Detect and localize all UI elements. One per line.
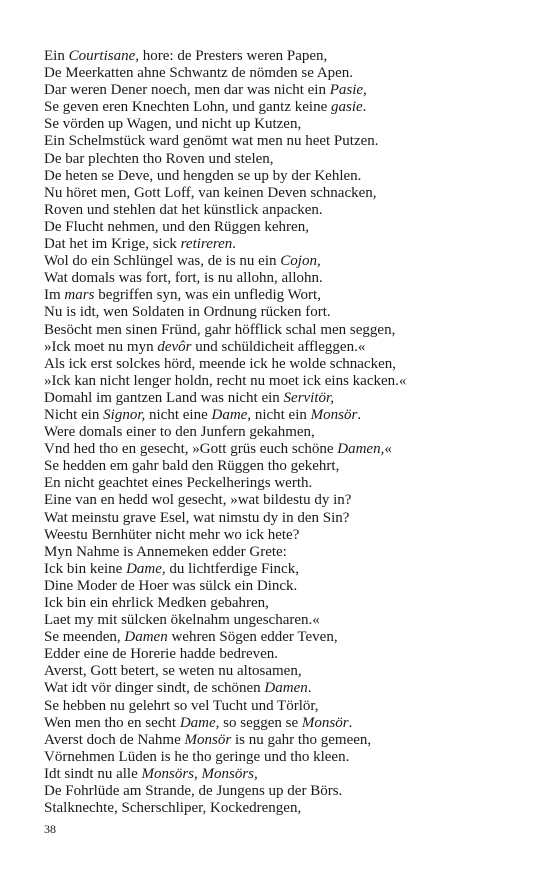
italic-word: Damen, xyxy=(337,441,385,458)
verse-line xyxy=(44,185,514,202)
verse-text: nicht ein xyxy=(251,406,311,423)
verse-text: Ein xyxy=(44,48,69,64)
verse-text: und schüldicheit affleggen.« xyxy=(191,338,366,355)
verse-line xyxy=(44,151,514,168)
verse-text: Dar weren Dener noech, men dar was nicht ein xyxy=(44,82,330,99)
italic-word: mars xyxy=(64,287,95,304)
italic-word: Damen xyxy=(124,629,168,646)
verse-line xyxy=(44,766,514,783)
verse-line xyxy=(44,800,514,817)
verse-text: . xyxy=(307,680,312,697)
verse-text: Besöcht men sinen Fründ, gahr höfflick schal men seggen, xyxy=(44,321,396,338)
verse-line xyxy=(44,475,514,492)
verse-line xyxy=(44,698,514,715)
italic-word: Cojon, xyxy=(280,253,321,270)
verse-text: Se vörden up Wagen, und nicht up Kutzen, xyxy=(44,116,302,133)
italic-word: Dame, xyxy=(211,406,252,423)
verse-line xyxy=(44,544,514,561)
verse-line xyxy=(44,168,514,185)
verse-text: »Ick kan nicht lenger holdn, recht nu moet ick eins kacken.« xyxy=(44,372,407,389)
verse-line xyxy=(44,612,514,629)
verse-text: hore: de Presters weren Papen, xyxy=(139,48,328,64)
verse-text: is nu gahr tho gemeen, xyxy=(231,731,372,748)
verse-text: Se meenden, xyxy=(44,629,125,646)
italic-word: Pasie, xyxy=(329,82,367,99)
verse-line xyxy=(44,715,514,732)
verse-text: Averst doch de Nahme xyxy=(44,731,185,748)
verse-text: Dat het im Krige, sick xyxy=(44,236,181,253)
verse-text: begriffen syn, was ein unfledig Wort, xyxy=(94,287,321,304)
verse-line xyxy=(44,304,514,321)
verse-line xyxy=(44,219,514,236)
italic-word: Signor, xyxy=(103,406,146,423)
italic-word: Monsör xyxy=(310,406,358,423)
verse-line xyxy=(44,424,514,441)
verse-line xyxy=(44,287,514,304)
verse-text: Wen men tho en secht xyxy=(44,714,180,731)
verse-text: Nicht ein xyxy=(44,406,104,423)
verse-line xyxy=(44,356,514,373)
verse-text: De Meerkatten ahne Schwantz de nömden se Apen. xyxy=(44,65,354,82)
verse-text: Im xyxy=(44,287,65,304)
verse-text: Dine Moder de Hoer was sülck ein Dinck. xyxy=(44,577,298,594)
italic-word: Damen xyxy=(264,680,308,697)
verse-line xyxy=(44,646,514,663)
verse-line xyxy=(44,595,514,612)
verse-line xyxy=(44,339,514,356)
verse-text: Were domals einer to den Junfern gekahmen, xyxy=(44,424,315,441)
verse-line xyxy=(44,441,514,458)
verse-text: Se hedden em gahr bald den Rüggen tho gekehrt, xyxy=(44,458,340,475)
verse-text: Weestu Bernhüter nicht mehr wo ick hete? xyxy=(44,526,300,543)
verse-line xyxy=(44,407,514,424)
verse-text: Edder eine de Horerie hadde bedreven. xyxy=(44,646,279,663)
italic-word: Monsörs, Monsörs, xyxy=(141,765,258,782)
verse-text: Vörnehmen Lüden is he tho geringe und tho kleen. xyxy=(44,748,350,765)
verse-text: Ick bin keine xyxy=(44,560,127,577)
verse-line xyxy=(44,373,514,390)
verse-text: »Ick moet nu myn xyxy=(44,338,158,355)
verse-text: De Fohrlüde am Strande, de Jungens up der Börs. xyxy=(44,783,343,800)
verse-text: nicht eine xyxy=(145,406,212,423)
verse-text: so seggen se xyxy=(219,714,302,731)
verse-line xyxy=(44,253,514,270)
italic-word: Dame, xyxy=(179,714,220,731)
verse-text: Stalknechte, Scherschliper, Kockedrengen, xyxy=(44,800,302,817)
verse-line xyxy=(44,82,514,99)
verse-line xyxy=(44,783,514,800)
verse-text: Laet my mit sülcken ökelnahm ungescharen.« xyxy=(44,612,320,629)
verse-text: . xyxy=(348,714,353,731)
verse-line xyxy=(44,133,514,150)
verse-text: Wol do ein Schlüngel was, de is nu ein xyxy=(44,253,281,270)
italic-word: retireren xyxy=(180,236,233,253)
poem-text xyxy=(44,48,514,817)
verse-text: Wat idt vör dinger sindt, de schönen xyxy=(44,680,265,697)
verse-text: Se hebben nu gelehrt so vel Tucht und Törlör, xyxy=(44,697,319,714)
verse-text: . xyxy=(232,236,237,253)
verse-text: wehren Sögen edder Teven, xyxy=(167,629,338,646)
verse-line xyxy=(44,510,514,527)
verse-line xyxy=(44,527,514,544)
verse-text: « xyxy=(384,441,392,458)
verse-text: Wat domals was fort, fort, is nu allohn, allohn. xyxy=(44,270,323,287)
verse-line xyxy=(44,116,514,133)
verse-text: Domahl im gantzen Land was nicht ein xyxy=(44,389,284,406)
verse-line xyxy=(44,732,514,749)
verse-text: . xyxy=(357,406,362,423)
verse-text: Ein Schelmstück ward genömt wat men nu heet Putzen. xyxy=(44,133,379,150)
verse-line xyxy=(44,578,514,595)
verse-line xyxy=(44,236,514,253)
verse-text: Wat meinstu grave Esel, wat nimstu dy in den Sin? xyxy=(44,509,350,526)
italic-word: Courtisane, xyxy=(68,48,140,64)
verse-text: De Flucht nehmen, und den Rüggen kehren, xyxy=(44,218,309,235)
verse-line xyxy=(44,390,514,407)
verse-line xyxy=(44,270,514,287)
italic-word: Monsör xyxy=(184,731,232,748)
verse-text: Idt sindt nu alle xyxy=(44,765,142,782)
verse-line xyxy=(44,322,514,339)
verse-text: Nu is idt, wen Soldaten in Ordnung rücken fort. xyxy=(44,304,331,321)
italic-word: gasie xyxy=(330,99,363,116)
verse-line xyxy=(44,458,514,475)
italic-word: Servitör, xyxy=(283,389,334,406)
italic-word: devôr xyxy=(157,338,192,355)
verse-text: De heten se Deve, und hengden se up by der Kehlen. xyxy=(44,167,362,184)
verse-text: Als ick erst solckes hörd, meende ick he wolde schnacken, xyxy=(44,355,396,372)
verse-text: Ick bin ein ehrlick Medken gebahren, xyxy=(44,595,269,611)
verse-line xyxy=(44,202,514,219)
italic-word: Monsör xyxy=(301,714,349,731)
verse-text: . xyxy=(362,99,367,116)
verse-text: du lichtferdige Finck, xyxy=(165,560,299,577)
verse-line xyxy=(44,749,514,766)
verse-text: Eine van en hedd wol gesecht, »wat bildestu dy in? xyxy=(44,492,352,509)
verse-text: Averst, Gott betert, se weten nu altosamen, xyxy=(44,663,302,680)
verse-line xyxy=(44,48,514,65)
verse-text: En nicht geachtet eines Peckelherings werth. xyxy=(44,475,313,492)
verse-line xyxy=(44,99,514,116)
italic-word: Dame, xyxy=(126,560,166,577)
verse-text: Nu höret men, Gott Loff, van keinen Deven schnacken, xyxy=(44,184,377,201)
verse-line xyxy=(44,492,514,509)
page-number: 38 xyxy=(44,822,56,836)
verse-line xyxy=(44,65,514,82)
verse-line xyxy=(44,663,514,680)
verse-line xyxy=(44,629,514,646)
verse-line xyxy=(44,561,514,578)
verse-text: De bar plechten tho Roven und stelen, xyxy=(44,150,274,167)
verse-text: Vnd hed tho en gesecht, »Gott grüs euch schöne xyxy=(44,441,338,458)
verse-line xyxy=(44,680,514,697)
verse-text: Roven und stehlen dat het künstlick anpacken. xyxy=(44,201,323,218)
verse-text: Myn Nahme is Annemeken edder Grete: xyxy=(44,543,287,560)
verse-text: Se geven eren Knechten Lohn, und gantz keine xyxy=(44,99,331,116)
